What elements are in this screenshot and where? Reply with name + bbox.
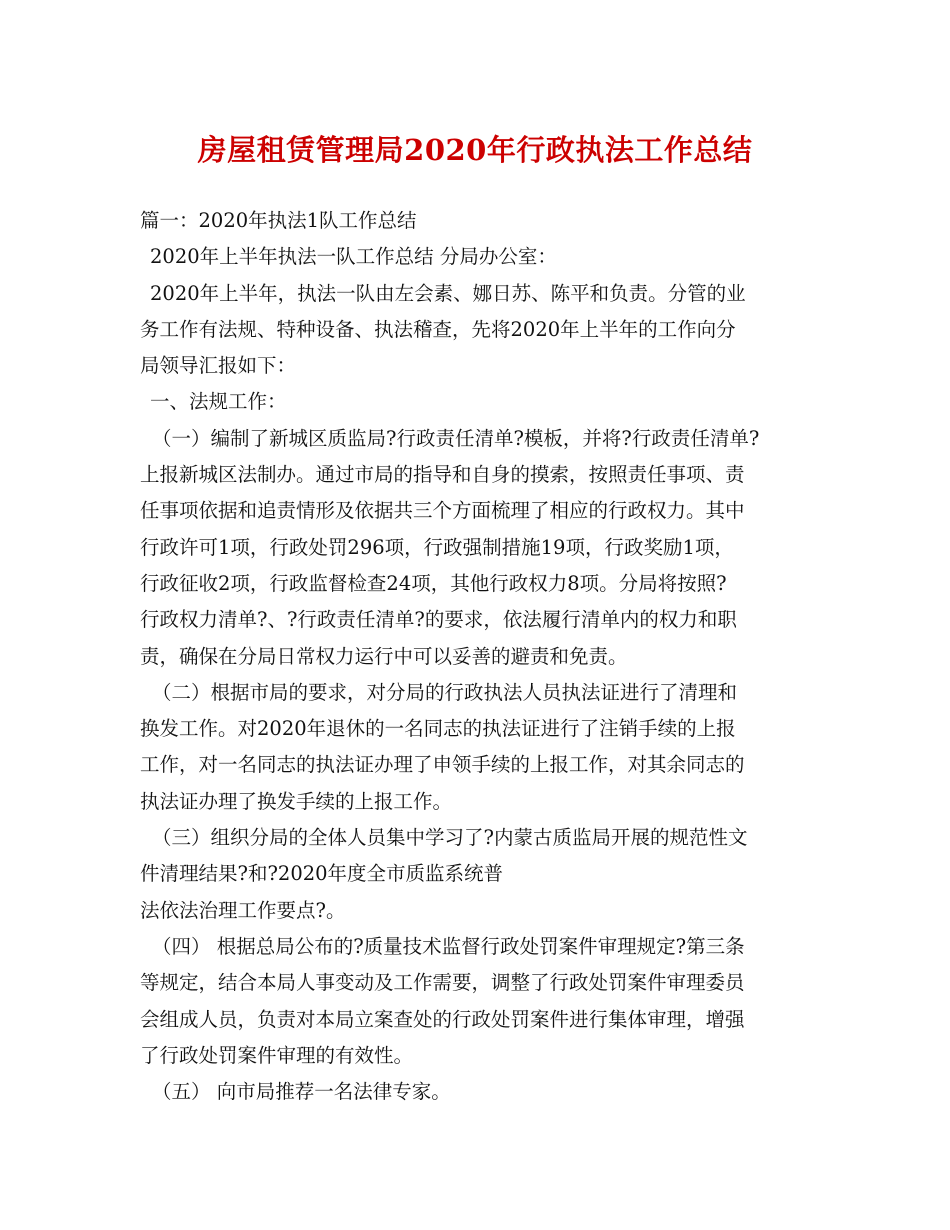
body-line: 2020年上半年执法一队工作总结 分局办公室： [150, 245, 557, 269]
body-line: 任事项依据和追责情形及依据共三个方面梳理了相应的行政权力。其中 [140, 499, 745, 523]
body-line: 上报新城区法制办。通过市局的指导和自身的摸索，按照责任事项、责 [140, 463, 745, 487]
body-line: 行政征收2项，行政监督检查24项，其他行政权力8项。分局将按照? [140, 571, 727, 595]
body-line: 行政权力清单?、?行政责任清单?的要求，依法履行清单内的权力和职 [140, 608, 737, 632]
body-line: （一）编制了新城区质监局?行政责任清单?模板，并将?行政责任清单? [152, 426, 760, 450]
body-line: 行政许可1项，行政处罚296项，行政强制措施19项，行政奖励1项， [140, 535, 734, 559]
body-line: 换发工作。对2020年退休的一名同志的执法证进行了注销手续的上报 [140, 717, 736, 741]
body-line: 篇一：2020年执法1队工作总结 [140, 209, 417, 232]
body-line: 2020年上半年，执法一队由左会素、娜日苏、陈平和负责。分管的业 [150, 281, 746, 305]
body-line: （三）组织分局的全体人员集中学习了?内蒙古质监局开展的规范性文 [152, 826, 748, 850]
body-line: （二）根据市局的要求，对分局的行政执法人员执法证进行了清理和 [152, 680, 738, 704]
document-title: 房屋租赁管理局2020年行政执法工作总结 [197, 133, 753, 167]
body-line: 法依法治理工作要点?。 [140, 898, 346, 922]
body-line: （四） 根据总局公布的?质量技术监督行政处罚案件审理规定?第三条 [152, 934, 745, 958]
body-line: 责，确保在分局日常权力运行中可以妥善的避责和免责。 [140, 644, 628, 668]
body-line: 等规定，结合本局人事变动及工作需要，调整了行政处罚案件审理委员 [140, 971, 745, 995]
body-line: 了行政处罚案件审理的有效性。 [140, 1043, 414, 1067]
body-line: （五） 向市局推荐一名法律专家。 [152, 1080, 451, 1104]
body-line: 会组成人员，负责对本局立案查处的行政处罚案件进行集体审理，增强 [140, 1007, 745, 1031]
body-line: 局领导汇报如下： [140, 354, 297, 378]
body-line: 一、法规工作： [150, 390, 287, 414]
body-line: 件清理结果?和?2020年度全市质监系统普 [140, 862, 504, 886]
body-line: 工作，对一名同志的执法证办理了申领手续的上报工作，对其余同志的 [140, 753, 745, 777]
document-body [140, 203, 830, 1110]
body-line: 务工作有法规、特种设备、执法稽查，先将2020年上半年的工作向分 [140, 317, 736, 341]
body-line: 执法证办理了换发手续的上报工作。 [140, 789, 453, 813]
